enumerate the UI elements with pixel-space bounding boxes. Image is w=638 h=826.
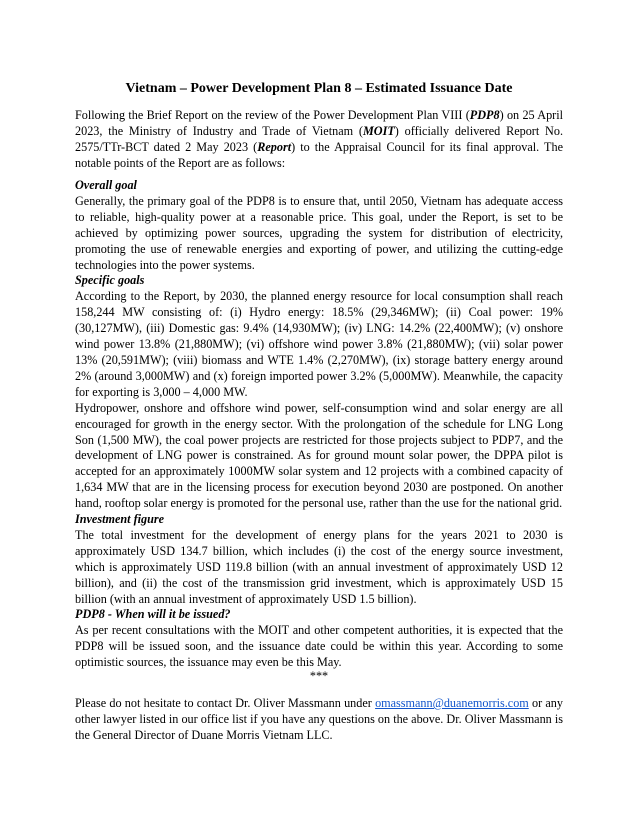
intro-text-1: Following the Brief Report on the review of the Power Development Plan VIII (	[75, 108, 470, 122]
heading-investment-figure: Investment figure	[75, 512, 165, 527]
email-link[interactable]: omassmann@duanemorris.com	[375, 696, 529, 710]
heading-overall-goal: Overall goal	[75, 178, 137, 192]
intro-text-4: ) to the Appraisal Council for its final approval. The notable points of the Report are as follows:	[75, 139, 563, 170]
term-pdp8: PDP8	[469, 108, 500, 122]
overall-goal-text: Generally, the primary goal of the PDP8 is to ensure that, until 2050, Vietnam has adequate access to reliable, high-quality power at a reasonable price. This goal, under the Report, is set to be achieved by optimizing power sources, upgrading the system for distribution of electricity, promoting the use of renewable energies and exporting of power, and utilizing the cutting-edge technologies into the power systems.	[75, 193, 563, 272]
contact-paragraph	[75, 696, 563, 744]
heading-issuance: PDP8 - When will it be issued?	[75, 607, 231, 622]
intro-text-2: ) on 25 April 2023, the Ministry of Industry and Trade of Vietnam (	[75, 108, 563, 138]
contact-text-1: Please do not hesitate to contact Dr. Oliver Massmann under	[75, 696, 376, 710]
section-separator: ***	[309, 669, 329, 683]
investment-figure-text: The total investment for the development of energy plans for the years 2021 to 2030 is approximately USD 134.7 billion, which includes (i) the cost of the energy source investment, which is approximately USD 119.8 billion (with an annual investment of approximately USD 12 billion), and (ii) the cost of the transmission grid investment, which is approximately USD 15 billion (with an annual investment of approximately USD 1.5 billion).	[75, 527, 563, 606]
intro-text-3: ) officially delivered Report No. 2575/TTr-BCT dated 2 May 2023 (	[75, 123, 564, 154]
document-title: Vietnam – Power Development Plan 8 – Estimated Issuance Date	[125, 81, 513, 96]
specific-goals-text-2: Hydropower, onshore and offshore wind power, self-consumption wind and solar energy are all encouraged for growth in the energy sector. With the prolongation of the schedule for LNG Long Son (1,500 MW), the coal power projects are restricted for those projects subject to PDP7, and the development of LNG power is constrained. As for ground mount solar power, the DPPA pilot is accepted for an approximately 1000MW solar system and 12 projects with a combined capacity of 1,634 MW that are in the licensing process for execution beyond 2030 are postponed. On another hand, rooftop solar energy is promoted for the personal use, rather than the use for the national grid.	[75, 400, 563, 511]
heading-specific-goals: Specific goals	[75, 273, 145, 288]
intro-paragraph	[75, 108, 563, 172]
contact-text-2: or any other lawyer listed in our office list if you have any questions on the above. Dr. Oliver Massmann is the General Director of Duane Morris Vietnam LLC.	[75, 696, 563, 742]
report-sections	[75, 178, 563, 671]
term-moit: MOIT	[362, 123, 395, 138]
specific-goals-text-1: According to the Report, by 2030, the planned energy resource for local consumption shall reach 158,244 MW consisting of: (i) Hydro energy: 18.5% (29,346MW); (ii) Coal power: 19% (30,127MW), (iii) Domestic gas: 9.4% (14,930MW); (iv) LNG: 14.2% (22,400MW); (v) onshore wind power 13.8% (21,880MW); (vi) offshore wind power 3.8% (21,880MW); (vii) solar power 13% (20,591MW); (viii) biomass and WTE 1.4% (2,270MW), (ix) storage battery energy around 2% (around 3,000MW) and (x) foreign imported power 3.2% (5,000MW). Meanwhile, the capacity for exporting is 3,000 – 4,000 MW.	[75, 289, 563, 399]
term-report: Report	[257, 139, 292, 154]
issuance-text: As per recent consultations with the MOIT and other competent authorities, it is expected that the PDP8 will be issued soon, and the issuance date could be within this year. According to some optimistic sources, the issuance may even be this May.	[75, 623, 563, 670]
